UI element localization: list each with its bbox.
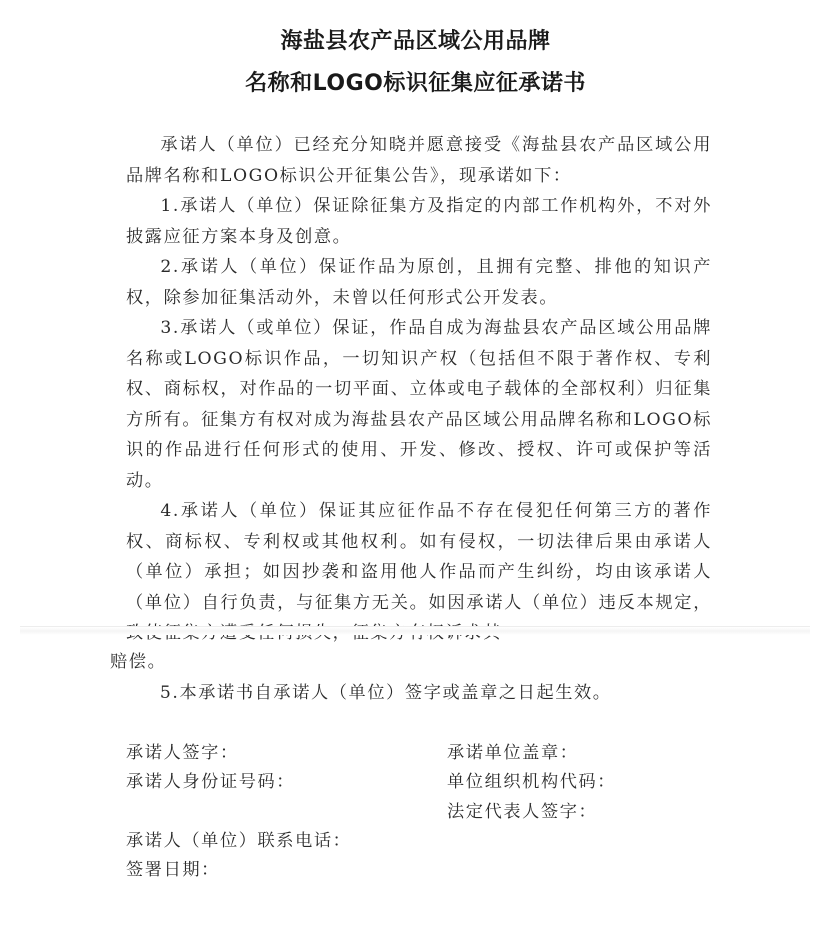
contact-phone-label: 承诺人（单位）联系电话：	[126, 831, 352, 851]
commitment-body	[126, 130, 712, 649]
page-break-divider	[20, 626, 810, 635]
document-title-line-2: 名称和LOGO标识征集应征承诺书	[245, 71, 586, 96]
intro-paragraph: 承诺人（单位）已经充分知晓并愿意接受《海盐县农产品区域公用品牌名称和LOGO标识公开征集公告》，现承诺如下：	[126, 135, 712, 186]
clause-5: 5.本承诺书自承诺人（单位）签字或盖章之日起生效。	[159, 682, 612, 703]
clause-3: 3.承诺人（或单位）保证，作品自成为海盐县农产品区域公用品牌名称或LOGO标识作品，一切知识产权（包括但不限于著作权、专利权、商标权，对作品的一切平面、立体或电子载体的全部权利）归征集方所有。征集方有权对成为海盐县农产品区域公用品牌名称和LOGO标识的作品进行任何形式的使用、开发、修改、授权、许可或保护等活动。	[126, 318, 712, 491]
signing-date-label: 签署日期：	[126, 860, 220, 880]
signer-signature-label: 承诺人签字：	[126, 743, 239, 763]
clause-4-continued: 赔偿。	[110, 652, 167, 672]
unit-org-code-label: 单位组织机构代码：	[447, 772, 617, 792]
clause-4: 4.承诺人（单位）保证其应征作品不存在侵犯任何第三方的著作权、商标权、专利权或其他权利。如有侵权，一切法律后果由承诺人（单位）承担；如因抄袭和盗用他人作品而产生纠纷，均由该承诺人（单位）自行负责，与征集方无关。如因承诺人（单位）违反本规定，	[126, 501, 712, 613]
clause-2: 2.承诺人（单位）保证作品为原创，且拥有完整、排他的知识产权，除参加征集活动外，未曾以任何形式公开发表。	[126, 257, 712, 308]
clause-1: 1.承诺人（单位）保证除征集方及指定的内部工作机构外，不对外披露应征方案本身及创意。	[126, 196, 712, 247]
signer-id-number-label: 承诺人身份证号码：	[126, 772, 296, 792]
document-title-line-1: 海盐县农产品区域公用品牌	[280, 29, 551, 54]
unit-seal-label: 承诺单位盖章：	[447, 743, 579, 763]
legal-representative-signature-label: 法定代表人签字：	[447, 802, 598, 822]
commitment-body-continued	[110, 647, 730, 708]
